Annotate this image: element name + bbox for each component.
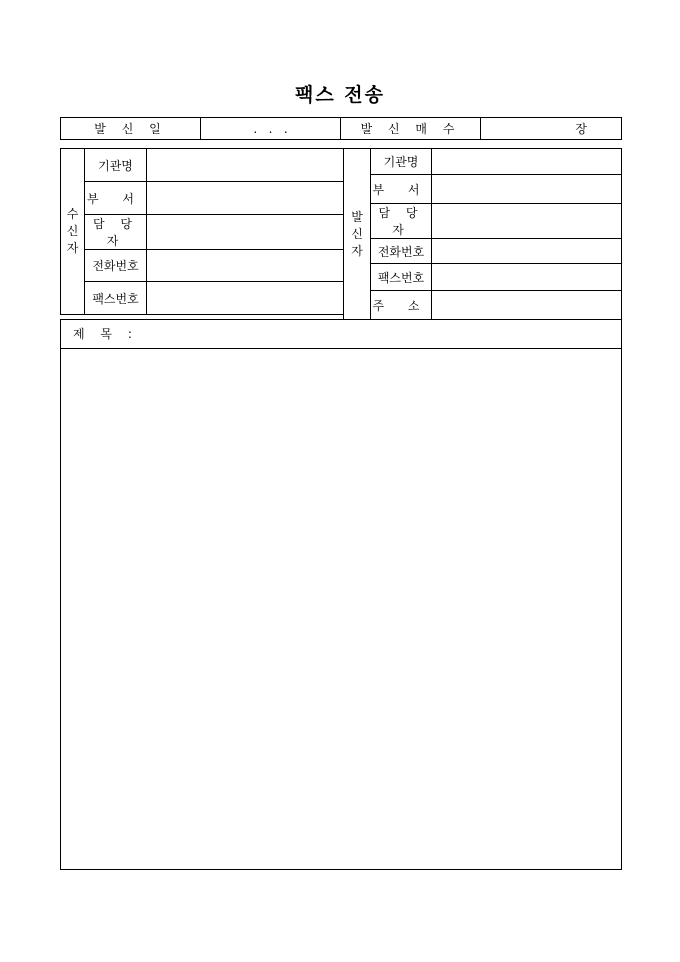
sender-dept-field[interactable] [432,175,622,204]
page-count-unit: 장 [575,122,587,136]
sender-side-label: 발 신 자 [344,149,371,320]
sender-table [343,148,622,320]
sender-org-field[interactable] [432,149,622,175]
message-box [60,319,622,870]
recipient-contact-label: 담 당 자 [85,215,147,250]
subject-label: 제 목 : [73,327,138,341]
recipient-dept-label: 부 서 [85,182,147,215]
recipient-phone-field[interactable] [147,250,344,282]
recipient-phone-label: 전화번호 [85,250,147,282]
recipient-org-field[interactable] [147,149,344,182]
page-count-field[interactable] [481,118,622,140]
sender-contact-label: 담 당 자 [371,204,432,239]
send-info-table [60,117,622,140]
sender-phone-label: 전화번호 [371,239,432,264]
sender-dept-label: 부 서 [371,175,432,204]
sender-fax-field[interactable] [432,264,622,291]
sender-phone-field[interactable] [432,239,622,264]
recipient-contact-field[interactable] [147,215,344,250]
recipient-org-label: 기관명 [85,149,147,182]
subject-field[interactable] [61,320,621,349]
sender-contact-field[interactable] [432,204,622,239]
sender-fax-label: 팩스번호 [371,264,432,291]
recipient-fax-label: 팩스번호 [85,282,147,315]
recipient-side-label: 수 신 자 [61,149,85,315]
message-body-area[interactable] [61,349,621,869]
page-title: 팩스 전송 [294,84,386,106]
page-count-label: 발 신 매 수 [341,118,481,140]
sender-address-field[interactable] [432,291,622,320]
recipient-table [60,148,344,315]
send-date-field[interactable]: . . . [201,118,341,140]
recipient-fax-field[interactable] [147,282,344,315]
sender-org-label: 기관명 [371,149,432,175]
recipient-dept-field[interactable] [147,182,344,215]
sender-address-label: 주 소 [371,291,432,320]
send-date-label: 발 신 일 [61,118,201,140]
